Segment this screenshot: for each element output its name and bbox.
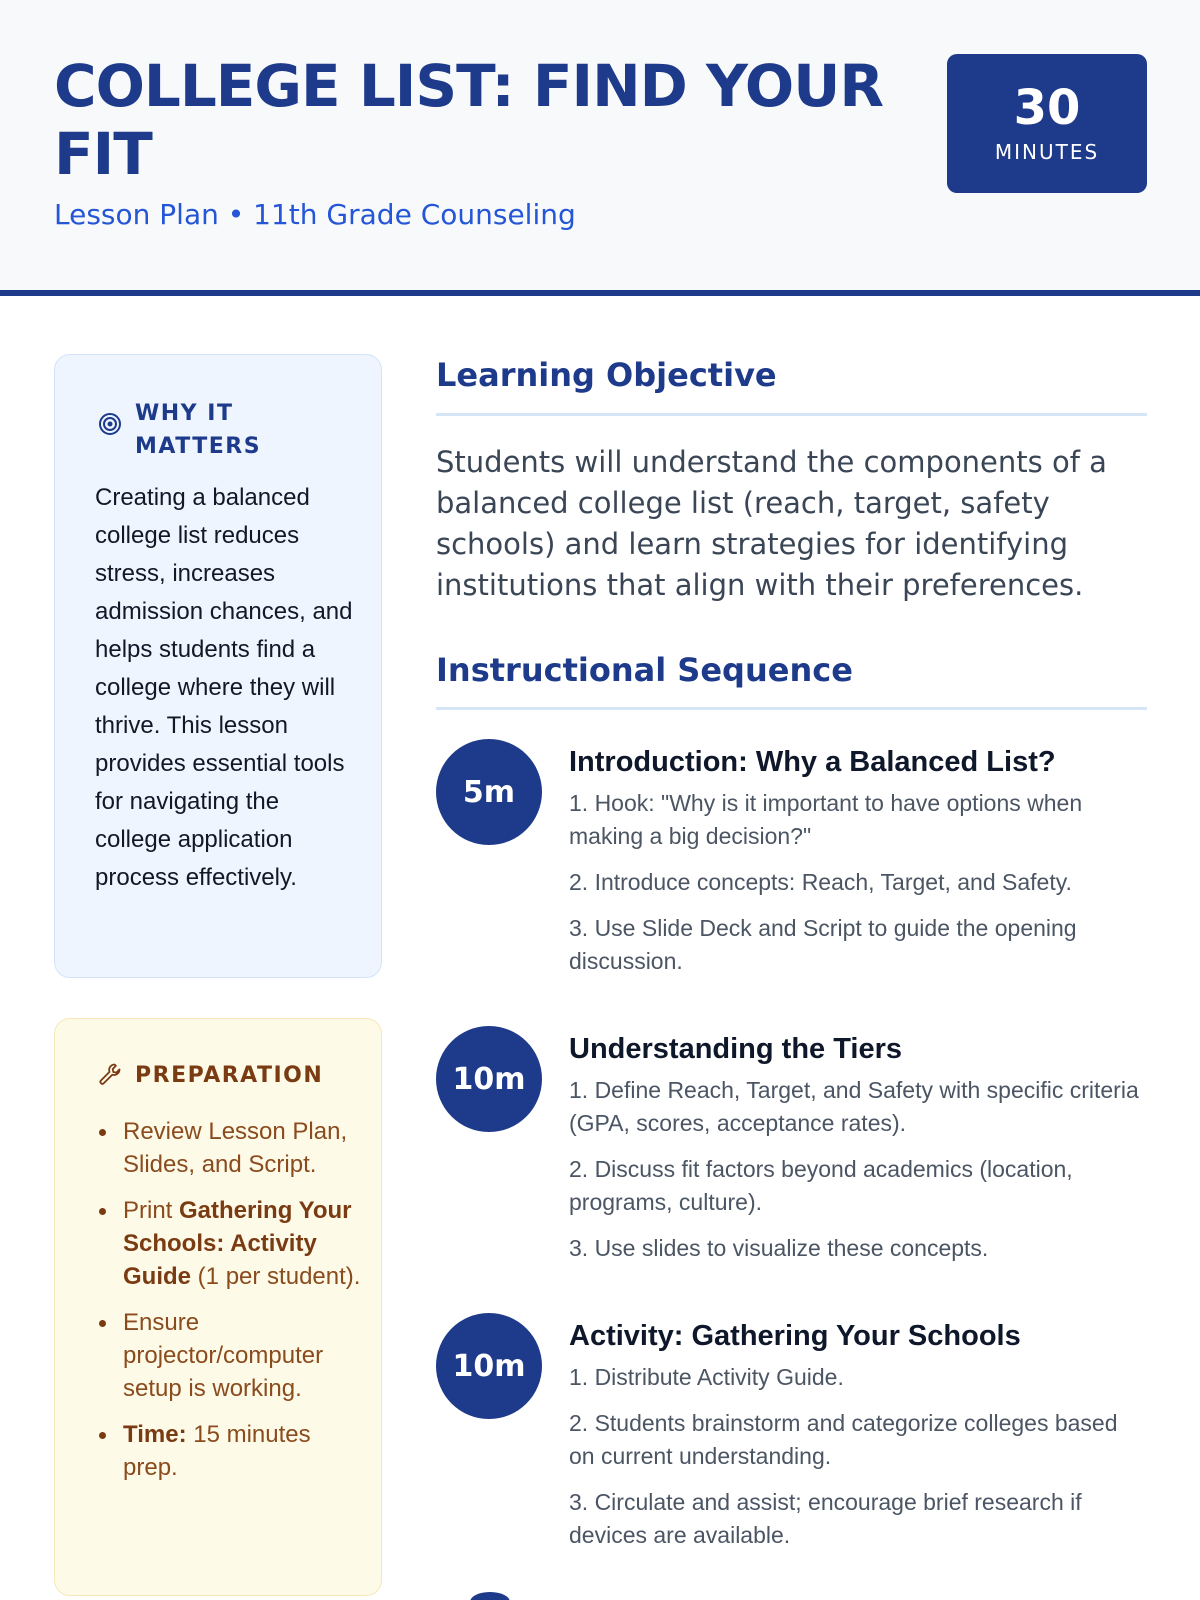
step-content bbox=[569, 739, 1147, 978]
preparation-card bbox=[54, 1018, 382, 1596]
step-instruction: 1. Distribute Activity Guide. bbox=[569, 1364, 844, 1390]
prep-time-value: 15 minutes prep. bbox=[123, 1421, 311, 1481]
step-instruction: 2. Discuss fit factors beyond academics (location, programs, culture). bbox=[569, 1156, 1073, 1215]
step-time-badge: 10m bbox=[436, 1026, 542, 1132]
preparation-header bbox=[97, 1061, 323, 1089]
instructional-sequence-heading: Instructional Sequence bbox=[436, 651, 853, 689]
step-instruction: 3. Use slides to visualize these concepts. bbox=[569, 1235, 989, 1261]
next-step-badge-partial bbox=[470, 1592, 510, 1600]
duration-badge bbox=[947, 54, 1147, 193]
learning-objective-text: Students will understand the components of a balanced college list (reach, target, safety schools) and learn strategies for identifying institutions that align with their preferences. bbox=[436, 445, 1107, 602]
prep-print-prefix: Print bbox=[123, 1197, 180, 1224]
preparation-list bbox=[97, 1115, 361, 1497]
list-item bbox=[97, 1194, 361, 1293]
section-divider bbox=[436, 707, 1147, 710]
prep-print-guide-name: Gathering Your Schools: Activity Guide bbox=[123, 1197, 352, 1290]
page-subtitle: Lesson Plan • 11th Grade Counseling bbox=[54, 198, 576, 231]
step-title: Introduction: Why a Balanced List? bbox=[569, 746, 1056, 778]
why-it-matters-heading: WHY IT MATTERS bbox=[135, 401, 262, 459]
section-divider bbox=[436, 413, 1147, 416]
step-instruction: 3. Use Slide Deck and Script to guide the opening discussion. bbox=[569, 915, 1077, 974]
page-header bbox=[0, 0, 1200, 296]
step-title: Activity: Gathering Your Schools bbox=[569, 1320, 1021, 1352]
why-it-matters-header bbox=[97, 397, 285, 463]
step-title: Understanding the Tiers bbox=[569, 1033, 903, 1065]
list-item bbox=[97, 1115, 361, 1181]
learning-objective-heading: Learning Objective bbox=[436, 356, 777, 394]
why-it-matters-card bbox=[54, 354, 382, 978]
step-instruction: 2. Students brainstorm and categorize colleges based on current understanding. bbox=[569, 1410, 1118, 1469]
list-item bbox=[97, 1418, 361, 1484]
step-content bbox=[569, 1313, 1147, 1552]
duration-unit: MINUTES bbox=[994, 140, 1100, 164]
list-item bbox=[97, 1306, 361, 1405]
duration-value: 30 bbox=[1013, 80, 1081, 136]
prep-review-text: Review Lesson Plan, Slides, and Script. bbox=[123, 1118, 348, 1178]
preparation-heading: PREPARATION bbox=[135, 1063, 324, 1088]
why-it-matters-body: Creating a balanced college list reduces stress, increases admission chances, and helps students find a college where they will thrive. This lesson provides essential tools for navigating the college application process effectively. bbox=[95, 484, 353, 891]
prep-print-suffix: (1 per student). bbox=[191, 1263, 361, 1290]
step-content bbox=[569, 1026, 1147, 1265]
step-instruction: 1. Define Reach, Target, and Safety with specific criteria (GPA, scores, acceptance rates). bbox=[569, 1077, 1139, 1136]
step-time-badge: 10m bbox=[436, 1313, 542, 1419]
step-instruction: 2. Introduce concepts: Reach, Target, and Safety. bbox=[569, 869, 1072, 895]
step-time-badge: 5m bbox=[436, 739, 542, 845]
prep-ensure-text: Ensure projector/computer setup is working. bbox=[123, 1309, 324, 1402]
step-instruction: 3. Circulate and assist; encourage brief research if devices are available. bbox=[569, 1489, 1082, 1548]
target-icon bbox=[97, 411, 123, 437]
prep-time-label: Time: bbox=[123, 1421, 187, 1448]
page-title: COLLEGE LIST: FIND YOUR FIT bbox=[54, 52, 883, 188]
wrench-icon bbox=[97, 1061, 123, 1087]
step-instruction: 1. Hook: "Why is it important to have options when making a big decision?" bbox=[569, 790, 1083, 849]
